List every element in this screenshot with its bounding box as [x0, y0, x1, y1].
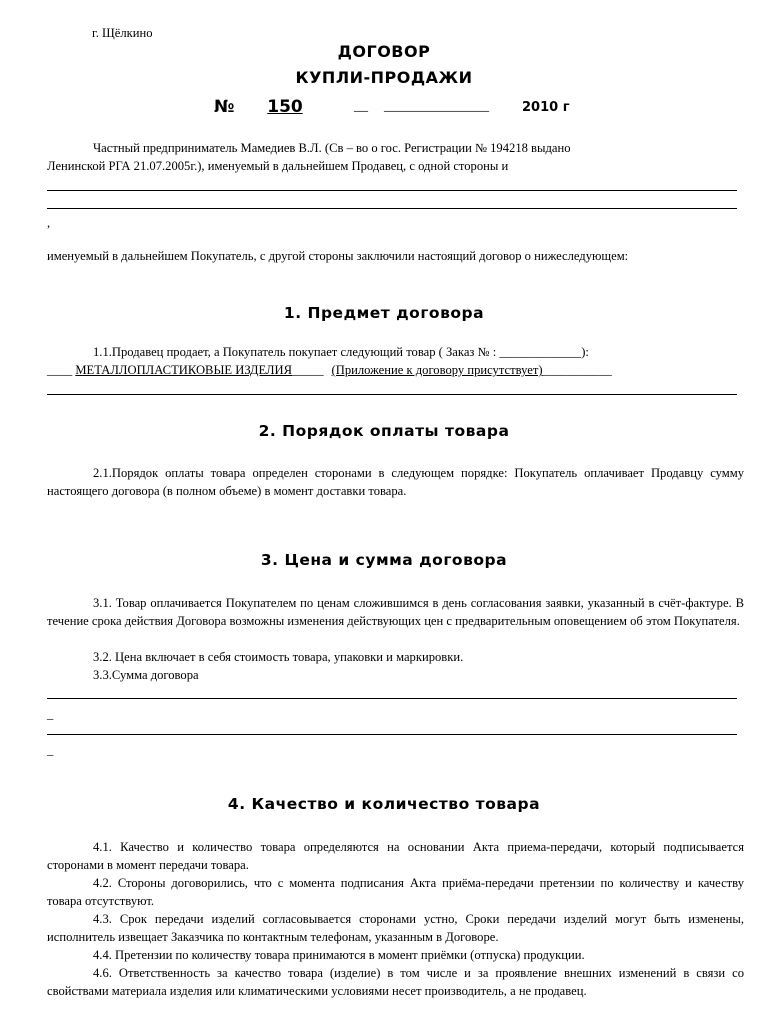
s4-paragraph-5: 4.6. Ответственность за качество товара (изделие) в том числе и за проявление внешних изменений в связи со свойствами материала изделия или климатическими условиями несет производитель, а не продавец.: [47, 966, 744, 998]
section-2-title: 2. Порядок оплаты товара: [258, 422, 510, 440]
city: г. Щёлкино: [92, 26, 153, 40]
doc-title: ДОГОВОР: [337, 42, 431, 61]
s3-dash-1: _: [47, 707, 54, 721]
s1-appendix-note: (Приложение к договору присутствует): [331, 363, 543, 377]
s3-paragraph-2: 3.2. Цена включает в себя стоимость товара, упаковки и маркировки.: [93, 650, 464, 664]
date-day-blank: __: [354, 99, 368, 114]
date-month-blank: _______________: [384, 99, 489, 114]
s3-paragraph-1: 3.1. Товар оплачивается Покупателем по ценам сложившимся в день согласования заявки, указанный в счёт-фактуре. В течение срока действия Договора возможны изменения действующих цен с предварительным оповещением об этом Покупателя.: [47, 596, 744, 628]
s3-dash-2: _: [47, 743, 54, 757]
intro-line-2: Ленинской РГА 21.07.2005г.), именуемый в дальнейшем Продавец, с одной стороны и: [47, 159, 509, 173]
s1-goods-lead: ____: [47, 363, 73, 377]
section-3-title: 3. Цена и сумма договора: [260, 551, 508, 569]
contract-number: 150: [267, 97, 303, 117]
s1-goods-tail: ___________: [542, 363, 612, 377]
s4-paragraph-3: 4.3. Срок передачи изделий согласовывается сторонами устно, Сроки передачи изделий могут быть изменены, исполнитель извещает Заказчика по контактным телефонам, указанным в Договоре.: [47, 912, 744, 944]
contract-year: 2010 г: [522, 100, 570, 115]
buyer-blank-line-2: [47, 208, 737, 209]
s1-goods-item: МЕТАЛЛОПЛАСТИКОВЫЕ ИЗДЕЛИЯ: [75, 363, 293, 377]
s1-line-1: 1.1.Продавец продает, а Покупатель покупает следующий товар ( Заказ № : _____________):: [93, 345, 589, 359]
number-sign: №: [214, 97, 235, 117]
buyer-comma: ,: [47, 216, 51, 230]
buyer-blank-line-1: [47, 190, 737, 191]
doc-subtitle: КУПЛИ-ПРОДАЖИ: [295, 68, 473, 87]
intro-paragraph-2: именуемый в дальнейшем Покупатель, с другой стороны заключили настоящий договор о нижеследующем:: [47, 249, 629, 263]
s3-sum-line-1: [47, 698, 737, 699]
section-4-title: 4. Качество и количество товара: [227, 795, 541, 813]
s1-goods-line: [47, 361, 737, 379]
s3-sum-line-2: [47, 734, 737, 735]
s4-paragraph-1: 4.1. Качество и количество товара определяются на основании Акта приема-передачи, который подписывается сторонами в момент передачи товара.: [47, 840, 744, 872]
s3-paragraph-3: 3.3.Сумма договора: [93, 668, 199, 682]
s4-paragraph-4: 4.4. Претензии по количеству товара принимаются в момент приёмки (отпуска) продукции.: [93, 948, 585, 962]
s2-paragraph-1: 2.1.Порядок оплаты товара определен сторонами в следующем порядке: Покупатель оплачивает Продавцу сумму настоящего договора (в полном объеме) в момент доставки товара.: [47, 466, 744, 498]
s4-paragraph-2: 4.2. Стороны договорились, что с момента подписания Акта приёма-передачи претензии по количеству и качеству товара отсутствуют.: [47, 876, 744, 908]
intro-line-1: Частный предприниматель Мамедиев В.Л. (Св – во о гос. Регистрации № 194218 выдано: [93, 141, 571, 155]
section-1-title: 1. Предмет договора: [283, 304, 485, 322]
s1-goods-mid: _____: [292, 363, 324, 377]
s1-blank-line: [47, 394, 737, 395]
